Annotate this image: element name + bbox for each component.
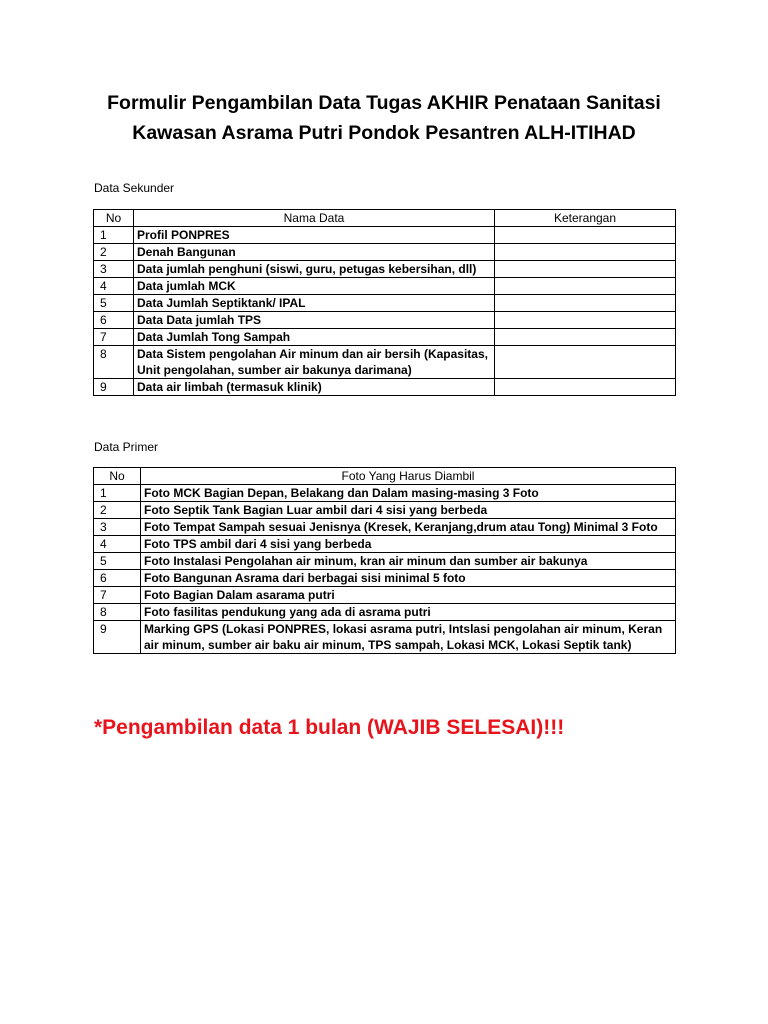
header-no: No xyxy=(94,468,141,485)
row-nama-data: Profil PONPRES xyxy=(134,227,495,244)
row-keterangan xyxy=(495,295,676,312)
row-no: 1 xyxy=(94,485,141,502)
header-keterangan: Keterangan xyxy=(495,210,676,227)
row-no: 7 xyxy=(94,329,134,346)
row-no: 4 xyxy=(94,536,141,553)
title-line-2: Kawasan Asrama Putri Pondok Pesantren ALH-ITIHAD xyxy=(132,122,636,144)
row-no: 7 xyxy=(94,587,141,604)
table-row xyxy=(94,261,676,278)
row-foto: Foto Septik Tank Bagian Luar ambil dari 4 sisi yang berbeda xyxy=(141,502,676,519)
row-foto: Foto TPS ambil dari 4 sisi yang berbeda xyxy=(141,536,676,553)
table-row xyxy=(94,278,676,295)
header-nama-data: Nama Data xyxy=(134,210,495,227)
table-row xyxy=(94,621,676,654)
row-no: 2 xyxy=(94,502,141,519)
row-no: 9 xyxy=(94,621,141,654)
deadline-note: *Pengambilan data 1 bulan (WAJIB SELESAI)!!! xyxy=(94,716,565,739)
row-no: 3 xyxy=(94,261,134,278)
row-no: 9 xyxy=(94,379,134,396)
table-row xyxy=(94,587,676,604)
table-data-sekunder xyxy=(93,209,676,396)
header-no: No xyxy=(94,210,134,227)
document-title xyxy=(60,88,708,148)
table-data-primer xyxy=(93,467,676,654)
row-keterangan xyxy=(495,312,676,329)
row-foto: Foto Bagian Dalam asarama putri xyxy=(141,587,676,604)
table-row xyxy=(94,536,676,553)
row-keterangan xyxy=(495,346,676,379)
row-keterangan xyxy=(495,379,676,396)
table-row xyxy=(94,329,676,346)
table-row xyxy=(94,570,676,587)
table-row xyxy=(94,295,676,312)
row-nama-data: Data Jumlah Tong Sampah xyxy=(134,329,495,346)
table-row xyxy=(94,244,676,261)
row-keterangan xyxy=(495,278,676,295)
row-nama-data: Data jumlah MCK xyxy=(134,278,495,295)
row-keterangan xyxy=(495,227,676,244)
row-foto: Foto MCK Bagian Depan, Belakang dan Dalam masing-masing 3 Foto xyxy=(141,485,676,502)
row-nama-data: Data Jumlah Septiktank/ IPAL xyxy=(134,295,495,312)
row-no: 5 xyxy=(94,295,134,312)
table-row xyxy=(94,519,676,536)
row-foto: Marking GPS (Lokasi PONPRES, lokasi asrama putri, Intslasi pengolahan air minum, Keran air minum, sumber air baku air minum, TPS sampah, Lokasi MCK, Lokasi Septik tank) xyxy=(141,621,676,654)
row-no: 1 xyxy=(94,227,134,244)
section-label-primer: Data Primer xyxy=(94,440,159,454)
row-nama-data: Denah Bangunan xyxy=(134,244,495,261)
table-row xyxy=(94,346,676,379)
table-row xyxy=(94,312,676,329)
row-no: 6 xyxy=(94,312,134,329)
table-header-row xyxy=(94,210,676,227)
row-no: 8 xyxy=(94,346,134,379)
row-no: 3 xyxy=(94,519,141,536)
row-foto: Foto Tempat Sampah sesuai Jenisnya (Kresek, Keranjang,drum atau Tong) Minimal 3 Foto xyxy=(141,519,676,536)
table-row xyxy=(94,604,676,621)
row-nama-data: Data jumlah penghuni (siswi, guru, petugas kebersihan, dll) xyxy=(134,261,495,278)
row-no: 2 xyxy=(94,244,134,261)
row-nama-data: Data Sistem pengolahan Air minum dan air bersih (Kapasitas, Unit pengolahan, sumber air bakunya darimana) xyxy=(134,346,495,379)
row-foto: Foto Bangunan Asrama dari berbagai sisi minimal 5 foto xyxy=(141,570,676,587)
row-keterangan xyxy=(495,261,676,278)
row-nama-data: Data air limbah (termasuk klinik) xyxy=(134,379,495,396)
title-line-1: Formulir Pengambilan Data Tugas AKHIR Penataan Sanitasi xyxy=(107,92,661,114)
row-no: 6 xyxy=(94,570,141,587)
table-row xyxy=(94,502,676,519)
row-keterangan xyxy=(495,244,676,261)
row-nama-data: Data Data jumlah TPS xyxy=(134,312,495,329)
row-no: 5 xyxy=(94,553,141,570)
header-foto: Foto Yang Harus Diambil xyxy=(141,468,676,485)
table-row xyxy=(94,227,676,244)
row-keterangan xyxy=(495,329,676,346)
section-label-sekunder: Data Sekunder xyxy=(94,181,175,195)
table-row xyxy=(94,379,676,396)
row-foto: Foto fasilitas pendukung yang ada di asrama putri xyxy=(141,604,676,621)
table-header-row xyxy=(94,468,676,485)
table-row xyxy=(94,553,676,570)
row-foto: Foto Instalasi Pengolahan air minum, kran air minum dan sumber air bakunya xyxy=(141,553,676,570)
row-no: 8 xyxy=(94,604,141,621)
row-no: 4 xyxy=(94,278,134,295)
table-row xyxy=(94,485,676,502)
